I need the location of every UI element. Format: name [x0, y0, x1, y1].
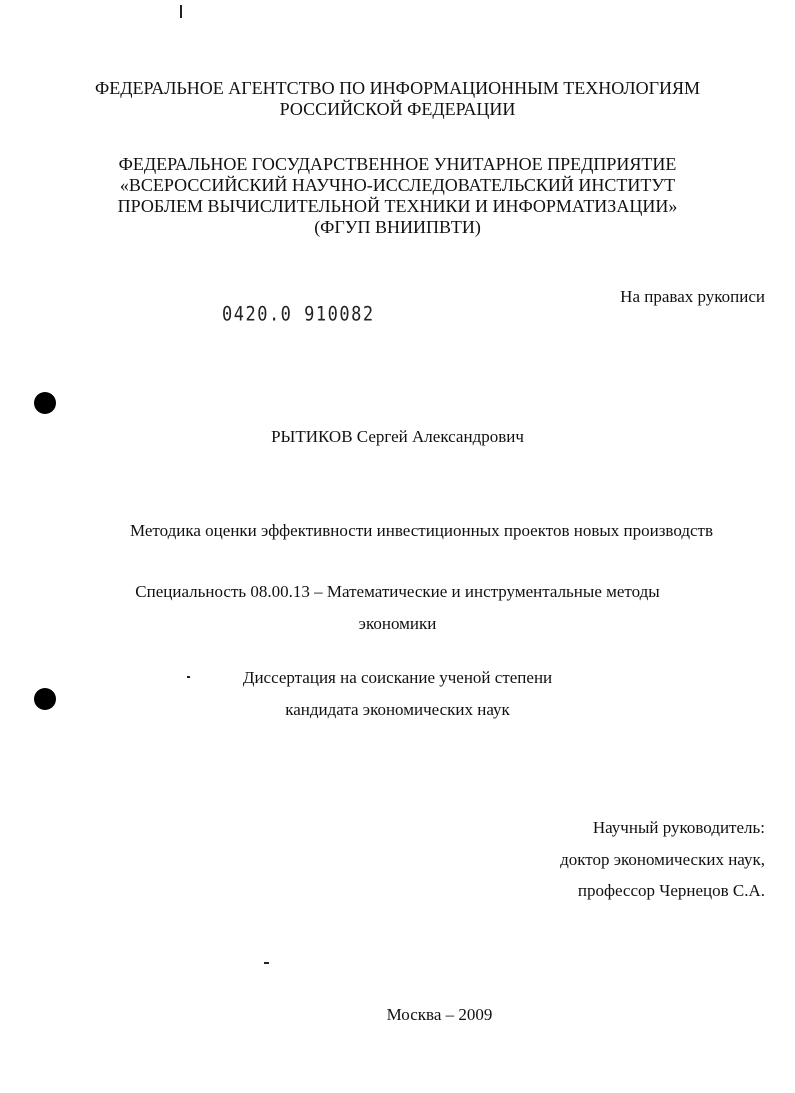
punch-hole-upper: [34, 392, 56, 414]
supervisor-name: профессор Чернецов С.А.: [577, 881, 765, 900]
scan-mark-top: [180, 5, 182, 18]
degree-line-1: Диссертация на соискание ученой степени: [242, 668, 553, 687]
agency-line-2: РОССИЙСКОЙ ФЕДЕРАЦИИ: [279, 99, 516, 119]
org-line-4: (ФГУП ВНИИПВТИ): [314, 217, 481, 237]
manuscript-note: На правах рукописи: [620, 287, 765, 306]
scan-mark-dash: [264, 962, 269, 964]
city-year: Москва – 2009: [386, 1005, 493, 1024]
supervisor-label: Научный руководитель:: [592, 818, 765, 837]
org-line-1: ФЕДЕРАЛЬНОЕ ГОСУДАРСТВЕННОЕ УНИТАРНОЕ ПРЕДПРИЯТИЕ: [118, 154, 677, 174]
org-line-2: «ВСЕРОССИЙСКИЙ НАУЧНО-ИССЛЕДОВАТЕЛЬСКИЙ ИНСТИТУТ: [119, 175, 676, 195]
org-line-3: ПРОБЛЕМ ВЫЧИСЛИТЕЛЬНОЙ ТЕХНИКИ И ИНФОРМАТИЗАЦИИ»: [117, 196, 678, 216]
specialty-line-2: экономики: [358, 614, 437, 633]
dissertation-title: Методика оценки эффективности инвестиционных проектов новых производств: [129, 521, 714, 540]
supervisor-degree: доктор экономических наук,: [560, 850, 765, 869]
agency-line-1: ФЕДЕРАЛЬНОЕ АГЕНТСТВО ПО ИНФОРМАЦИОННЫМ ТЕХНОЛОГИЯМ: [95, 78, 700, 98]
author-name: РЫТИКОВ Сергей Александрович: [271, 427, 524, 446]
specialty-line-1: Специальность 08.00.13 – Математические и инструментальные методы: [135, 582, 660, 601]
stamp-number: 0420.0 910082: [222, 303, 375, 326]
degree-line-2: кандидата экономических наук: [285, 700, 510, 719]
